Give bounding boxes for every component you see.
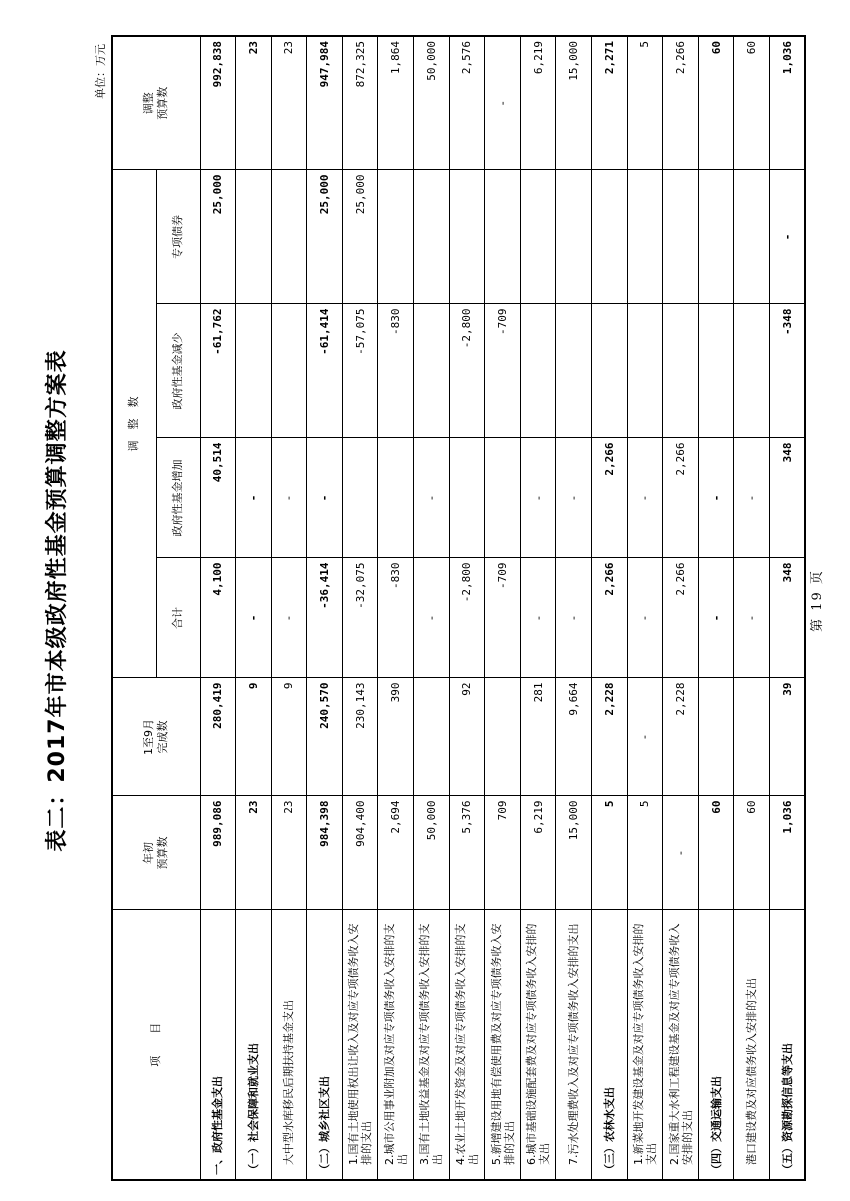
row-name: 一、政府性基金支出 — [200, 910, 236, 1180]
row-name: 5.新增建设用地有偿使用费及对应专项债务收入安排的支出 — [485, 910, 521, 1180]
row-name: 大中型水库移民后期扶持基金支出 — [271, 910, 307, 1180]
cell-completed — [485, 678, 521, 796]
cell-bonds — [520, 170, 556, 304]
table-row — [663, 36, 699, 1180]
cell-bonds — [627, 170, 663, 304]
header-adjustment-group: 调 整 数 — [112, 170, 156, 678]
cell-decrease — [698, 304, 734, 438]
row-name: 2.城市公用事业附加及对应专项债务收入安排的支出 — [378, 910, 414, 1180]
row-name: （一）社会保障和就业支出 — [236, 910, 272, 1180]
cell-completed — [734, 678, 770, 796]
cell-decrease: -709 — [485, 304, 521, 438]
cell-adjusted-budget: 872,325 — [342, 36, 378, 170]
cell-initial-budget: 989,086 — [200, 796, 236, 910]
cell-bonds: 25,000 — [200, 170, 236, 304]
cell-increase: 2,266 — [663, 438, 699, 558]
cell-increase: - — [698, 438, 734, 558]
cell-decrease: -2,800 — [449, 304, 485, 438]
cell-completed: 9 — [271, 678, 307, 796]
table-row — [698, 36, 734, 1180]
cell-increase: - — [520, 438, 556, 558]
cell-adjust-total: - — [734, 558, 770, 678]
cell-initial-budget: 709 — [485, 796, 521, 910]
cell-decrease — [734, 304, 770, 438]
cell-completed: 281 — [520, 678, 556, 796]
header-initial-budget: 年初 预算数 — [112, 796, 200, 910]
cell-adjusted-budget: 23 — [236, 36, 272, 170]
cell-bonds — [414, 170, 450, 304]
table-row — [734, 36, 770, 1180]
cell-decrease — [556, 304, 592, 438]
cell-decrease — [414, 304, 450, 438]
cell-adjust-total: - — [236, 558, 272, 678]
cell-completed: 280,419 — [200, 678, 236, 796]
cell-adjusted-budget: 23 — [271, 36, 307, 170]
cell-initial-budget: 5 — [592, 796, 628, 910]
cell-increase: - — [236, 438, 272, 558]
cell-completed: 230,143 — [342, 678, 378, 796]
cell-adjust-total: 348 — [770, 558, 806, 678]
cell-initial-budget: 984,398 — [307, 796, 343, 910]
cell-decrease: -57,075 — [342, 304, 378, 438]
cell-initial-budget: 1,036 — [770, 796, 806, 910]
cell-decrease — [236, 304, 272, 438]
cell-initial-budget: 6,219 — [520, 796, 556, 910]
cell-increase: - — [307, 438, 343, 558]
cell-increase: - — [734, 438, 770, 558]
cell-completed: 9 — [236, 678, 272, 796]
row-name: （三）农林水支出 — [592, 910, 628, 1180]
cell-adjusted-budget: 60 — [734, 36, 770, 170]
page-title: 表二：2017年市本级政府性基金预算调整方案表 — [45, 349, 70, 852]
cell-bonds — [378, 170, 414, 304]
row-name: （四）交通运输支出 — [698, 910, 734, 1180]
cell-initial-budget: 60 — [698, 796, 734, 910]
cell-increase — [485, 438, 521, 558]
row-name: （二）城乡社区支出 — [307, 910, 343, 1180]
cell-adjust-total: 4,100 — [200, 558, 236, 678]
cell-increase: 348 — [770, 438, 806, 558]
cell-decrease — [520, 304, 556, 438]
cell-decrease: -61,762 — [200, 304, 236, 438]
cell-bonds — [663, 170, 699, 304]
table-row — [556, 36, 592, 1180]
cell-adjusted-budget: 947,984 — [307, 36, 343, 170]
cell-adjust-total: -32,075 — [342, 558, 378, 678]
row-name: 港口建设费及对应债务收入安排的支出 — [734, 910, 770, 1180]
cell-adjust-total: - — [698, 558, 734, 678]
cell-initial-budget: 60 — [734, 796, 770, 910]
cell-adjusted-budget: 50,000 — [414, 36, 450, 170]
cell-completed: 2,228 — [663, 678, 699, 796]
cell-adjust-total: -2,800 — [449, 558, 485, 678]
row-name: 4.农业土地开发资金及对应专项债务收入安排的支出 — [449, 910, 485, 1180]
cell-completed: 2,228 — [592, 678, 628, 796]
budget-table — [111, 35, 806, 1181]
cell-adjusted-budget: 15,000 — [556, 36, 592, 170]
table-row — [449, 36, 485, 1180]
cell-bonds — [236, 170, 272, 304]
cell-increase — [342, 438, 378, 558]
row-name: 3.国有土地收益基金及对应专项债务收入安排的支出 — [414, 910, 450, 1180]
cell-adjust-total: 2,266 — [663, 558, 699, 678]
cell-initial-budget: 23 — [271, 796, 307, 910]
unit-label: 单位：万元 — [94, 44, 107, 99]
header-completed: 1至9月 完成数 — [112, 678, 200, 796]
cell-adjust-total: -830 — [378, 558, 414, 678]
cell-completed — [698, 678, 734, 796]
table-row — [342, 36, 378, 1180]
cell-bonds — [592, 170, 628, 304]
cell-initial-budget: 50,000 — [414, 796, 450, 910]
cell-adjust-total: - — [627, 558, 663, 678]
cell-decrease: -348 — [770, 304, 806, 438]
header-item: 项 目 — [112, 910, 200, 1180]
cell-completed: 39 — [770, 678, 806, 796]
cell-decrease — [592, 304, 628, 438]
cell-increase: - — [627, 438, 663, 558]
cell-completed: 390 — [378, 678, 414, 796]
cell-adjust-total: - — [271, 558, 307, 678]
table-row — [200, 36, 236, 1180]
row-name: 2.国家重大水利工程建设基金及对应专项债务收入安排的支出 — [663, 910, 699, 1180]
cell-initial-budget: - — [663, 796, 699, 910]
cell-increase — [449, 438, 485, 558]
table-row — [307, 36, 343, 1180]
cell-initial-budget: 23 — [236, 796, 272, 910]
row-name: 1.新菜地开发建设基金及对应专项债务收入安排的支出 — [627, 910, 663, 1180]
row-name: 7.污水处理费收入及对应专项债务收入安排的支出 — [556, 910, 592, 1180]
cell-completed — [414, 678, 450, 796]
header-bonds: 专项债券 — [156, 170, 200, 304]
row-name: （五）资源勘探信息等支出 — [770, 910, 806, 1180]
cell-bonds: - — [770, 170, 806, 304]
cell-bonds: 25,000 — [342, 170, 378, 304]
table-row — [627, 36, 663, 1180]
table-row — [271, 36, 307, 1180]
header-total: 合计 — [156, 558, 200, 678]
cell-initial-budget: 2,694 — [378, 796, 414, 910]
row-name: 1.国有土地使用权出让收入及对应专项债务收入安排的支出 — [342, 910, 378, 1180]
cell-adjusted-budget: 2,576 — [449, 36, 485, 170]
row-name: 6.城市基础设施配套费及对应专项债务收入安排的支出 — [520, 910, 556, 1180]
cell-bonds — [734, 170, 770, 304]
cell-initial-budget: 15,000 — [556, 796, 592, 910]
cell-decrease: -61,414 — [307, 304, 343, 438]
table-row — [236, 36, 272, 1180]
cell-decrease — [627, 304, 663, 438]
cell-adjust-total: -36,414 — [307, 558, 343, 678]
cell-adjusted-budget: 2,266 — [663, 36, 699, 170]
cell-initial-budget: 5 — [627, 796, 663, 910]
table-row — [592, 36, 628, 1180]
cell-increase: 40,514 — [200, 438, 236, 558]
table-row — [414, 36, 450, 1180]
page-number: 第 19 页 — [810, 569, 825, 632]
cell-adjust-total: - — [414, 558, 450, 678]
cell-adjust-total: - — [520, 558, 556, 678]
table-body — [200, 36, 805, 1180]
cell-initial-budget: 904,400 — [342, 796, 378, 910]
cell-decrease: -830 — [378, 304, 414, 438]
cell-bonds — [449, 170, 485, 304]
cell-completed: 9,664 — [556, 678, 592, 796]
cell-bonds: 25,000 — [307, 170, 343, 304]
table-row — [485, 36, 521, 1180]
cell-completed: 92 — [449, 678, 485, 796]
cell-bonds — [698, 170, 734, 304]
cell-decrease — [663, 304, 699, 438]
header-adjusted-budget: 调整 预算数 — [112, 36, 200, 170]
cell-adjusted-budget: 2,271 — [592, 36, 628, 170]
cell-adjusted-budget: 5 — [627, 36, 663, 170]
cell-increase: - — [414, 438, 450, 558]
header-increase: 政府性基金增加 — [156, 438, 200, 558]
cell-decrease — [271, 304, 307, 438]
cell-adjusted-budget: 1,036 — [770, 36, 806, 170]
cell-completed: 240,570 — [307, 678, 343, 796]
cell-adjusted-budget: 1,864 — [378, 36, 414, 170]
table-row — [770, 36, 806, 1180]
cell-increase — [378, 438, 414, 558]
cell-adjust-total: -709 — [485, 558, 521, 678]
cell-adjusted-budget: 6,219 — [520, 36, 556, 170]
cell-adjust-total: - — [556, 558, 592, 678]
table-row — [378, 36, 414, 1180]
cell-adjusted-budget: - — [485, 36, 521, 170]
cell-adjust-total: 2,266 — [592, 558, 628, 678]
cell-bonds — [271, 170, 307, 304]
cell-adjusted-budget: 60 — [698, 36, 734, 170]
cell-bonds — [556, 170, 592, 304]
cell-completed: - — [627, 678, 663, 796]
cell-initial-budget: 5,376 — [449, 796, 485, 910]
cell-increase: - — [556, 438, 592, 558]
cell-bonds — [485, 170, 521, 304]
header-decrease: 政府性基金减少 — [156, 304, 200, 438]
cell-increase: 2,266 — [592, 438, 628, 558]
cell-adjusted-budget: 992,838 — [200, 36, 236, 170]
table-row — [520, 36, 556, 1180]
cell-increase: - — [271, 438, 307, 558]
